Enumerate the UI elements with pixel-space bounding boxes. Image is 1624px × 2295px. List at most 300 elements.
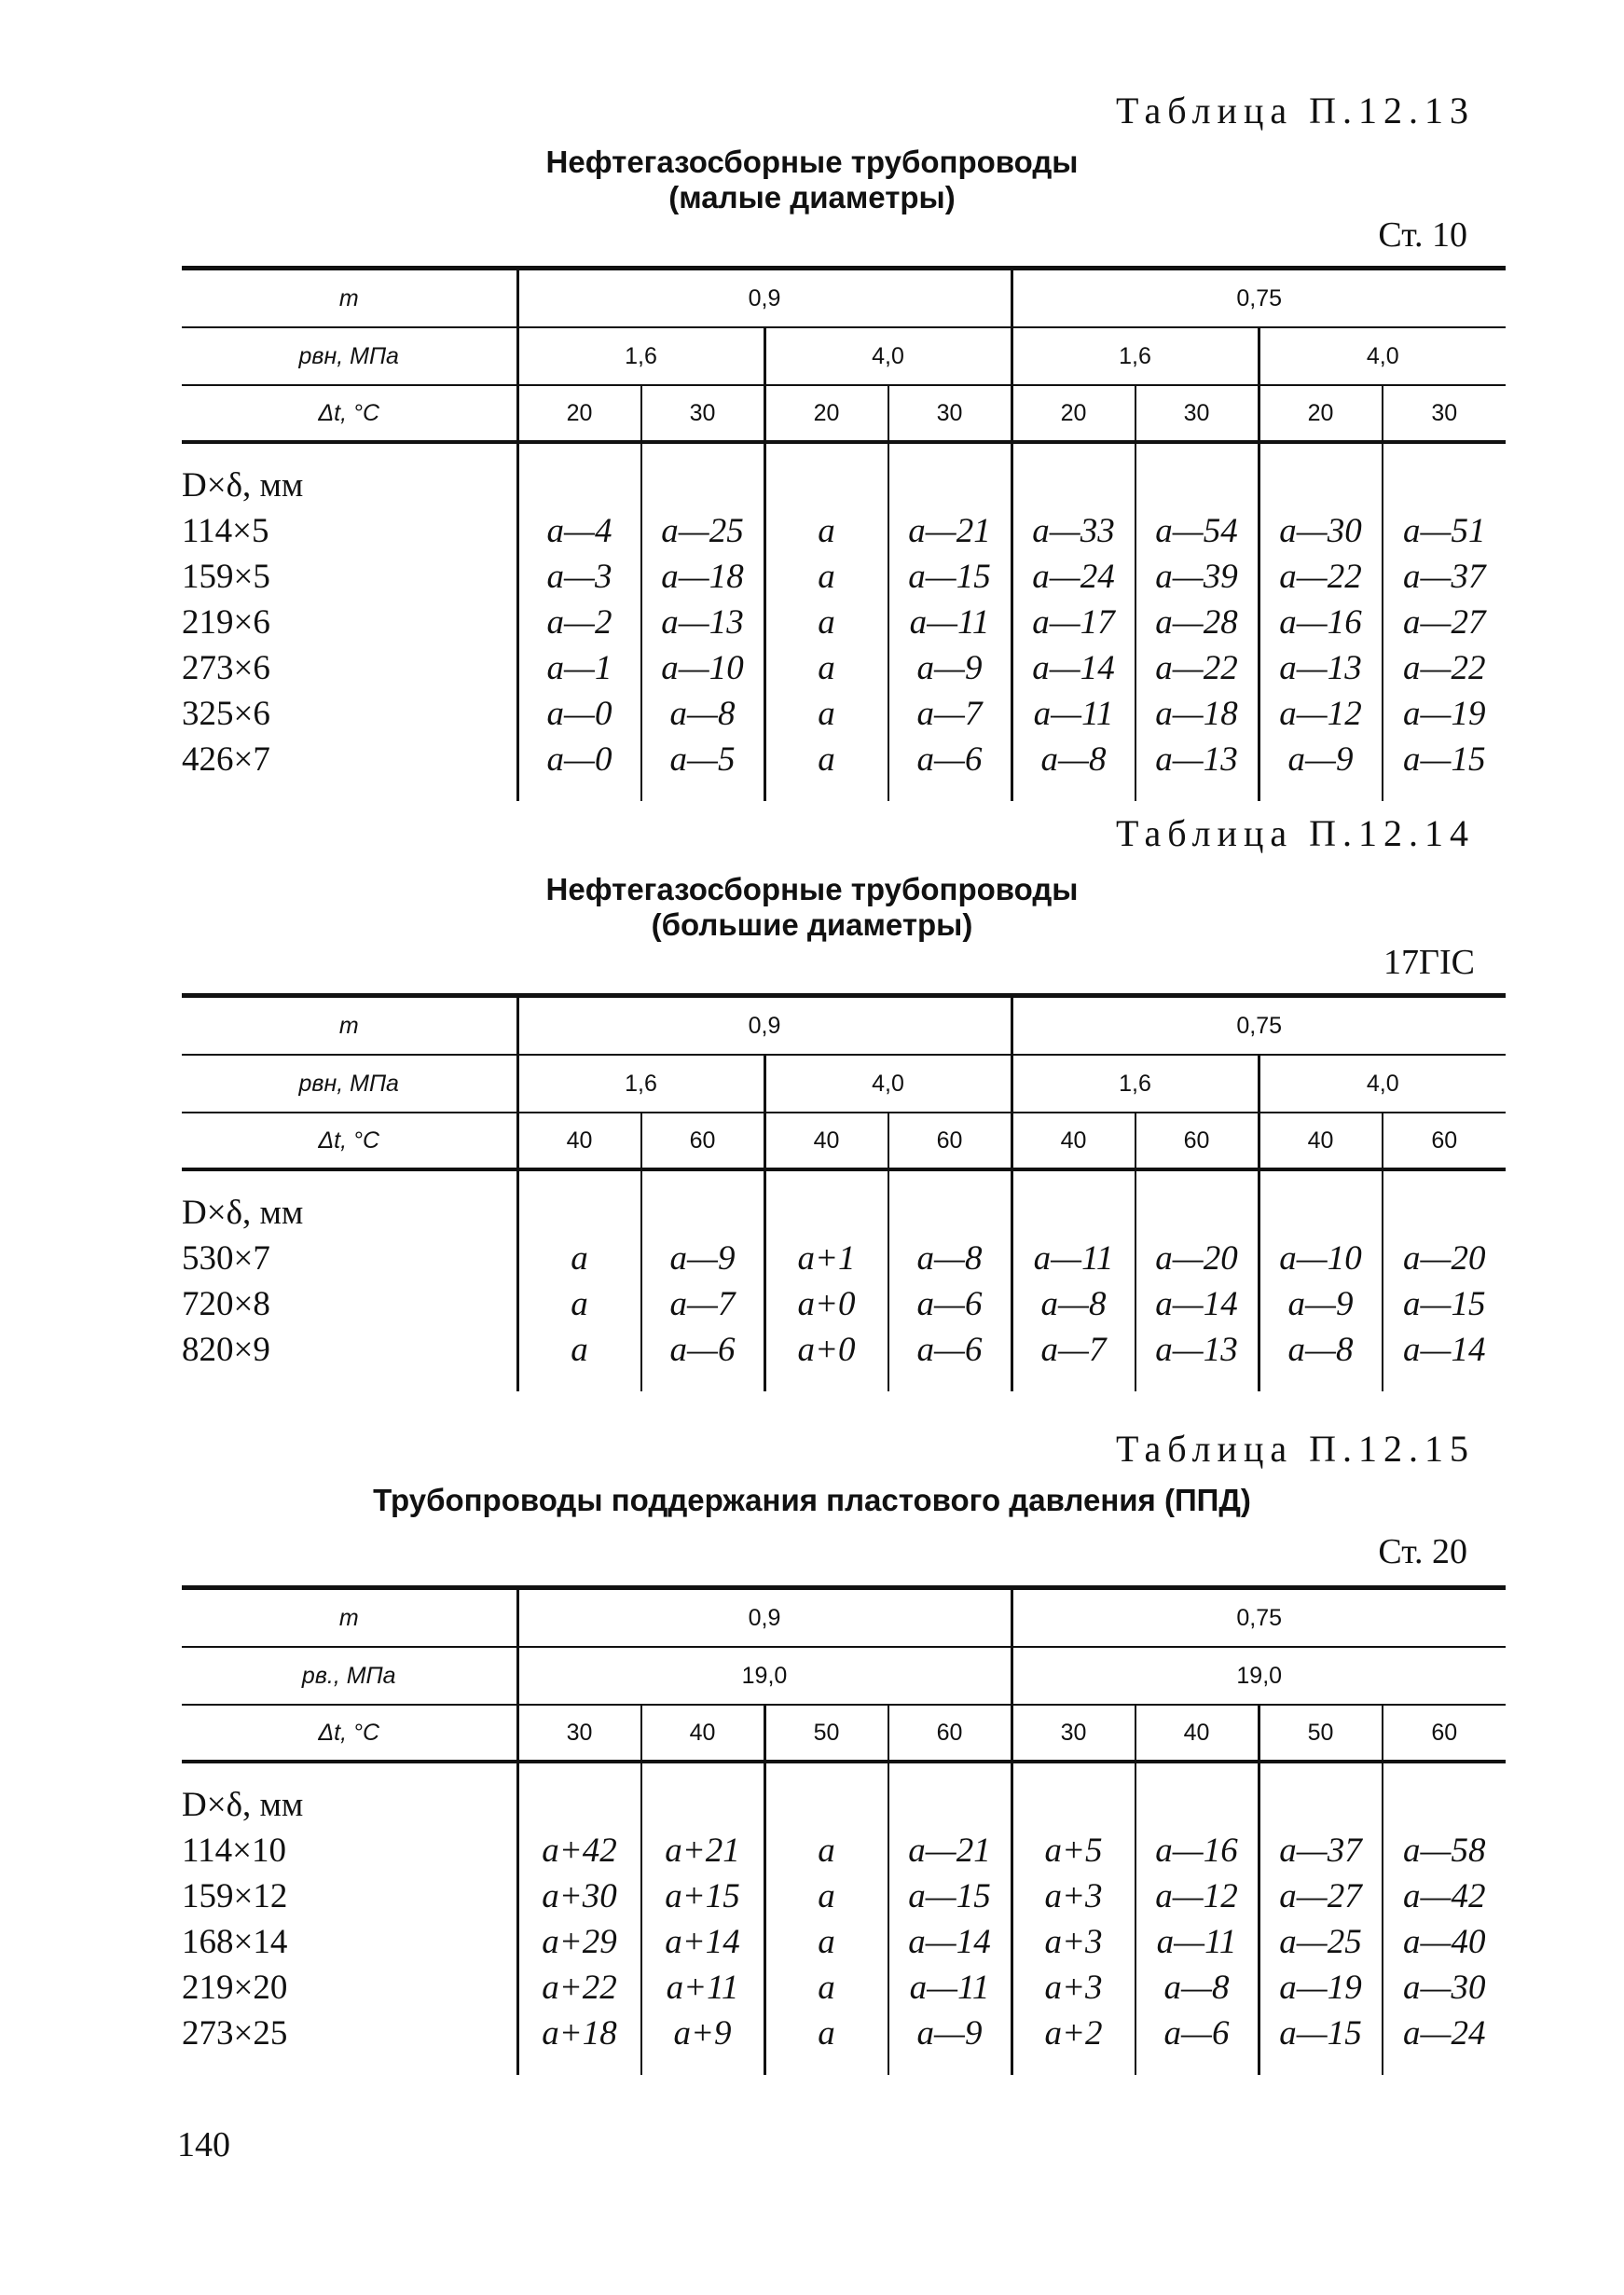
- table-caption: Таблица П.12.14: [1116, 812, 1475, 854]
- spacer-row: [182, 1762, 1506, 1782]
- table-header: [182, 996, 1506, 1170]
- spacer-cell: [641, 1169, 765, 1190]
- empty-cell: [1012, 1190, 1135, 1236]
- spacer-row: [182, 1373, 1506, 1391]
- title-line: Нефтегазосборные трубопроводы: [545, 145, 1079, 179]
- spacer-cell: [888, 782, 1012, 801]
- table-cell: a—8: [1012, 1281, 1135, 1327]
- table-cell: a+14: [641, 1919, 765, 1965]
- empty-cell: [888, 1782, 1012, 1828]
- empty-cell: [1383, 1782, 1507, 1828]
- table-cell: a—22: [1259, 554, 1383, 600]
- spacer-cell: [764, 1169, 888, 1190]
- spacer-cell: [517, 1762, 641, 1782]
- table-cell: a—11: [1012, 1236, 1135, 1281]
- row-size: 273×25: [182, 2014, 288, 2053]
- spacer-cell: [517, 782, 641, 801]
- title-line: (малые диаметры): [668, 180, 956, 214]
- header-pressure-value: 4,0: [1259, 327, 1506, 385]
- spacer-cell: [764, 1762, 888, 1782]
- table-cell: a—22: [1135, 645, 1259, 691]
- header-temperature-value: 50: [764, 1705, 888, 1762]
- header-temperature-value: 40: [1012, 1113, 1135, 1169]
- header-pressure-value: 19,0: [1012, 1647, 1506, 1705]
- row-size: 159×5: [182, 558, 270, 596]
- data-table: [182, 266, 1506, 801]
- spacer-row: [182, 442, 1506, 463]
- spacer-cell: [1012, 2056, 1135, 2075]
- header-temperature-value: 60: [641, 1113, 765, 1169]
- empty-cell: [888, 1190, 1012, 1236]
- spacer-row: [182, 1169, 1506, 1190]
- spacer-cell: [1135, 1373, 1259, 1391]
- steel-grade: 17ГIС: [1383, 943, 1475, 982]
- table-cell: a—11: [1135, 1919, 1259, 1965]
- table-cell: a—8: [1135, 1965, 1259, 2011]
- table-cell: a—28: [1135, 600, 1259, 645]
- table-cell: a—51: [1383, 508, 1507, 554]
- empty-cell: [1135, 463, 1259, 508]
- table-cell: a: [764, 1873, 888, 1919]
- header-temperature-value: 40: [641, 1705, 765, 1762]
- empty-cell: [1135, 1782, 1259, 1828]
- header-temperature-value: 20: [517, 385, 641, 442]
- header-temperature-value: 40: [517, 1113, 641, 1169]
- row-size: 168×14: [182, 1923, 288, 1961]
- table-cell: a—1: [517, 645, 641, 691]
- table-cell: a—14: [1383, 1327, 1507, 1373]
- table-cell: a: [764, 554, 888, 600]
- table-cell: a—8: [1012, 737, 1135, 782]
- row-label: D×δ, мм: [182, 1786, 304, 1824]
- row-size: 219×20: [182, 1969, 288, 2007]
- table-caption: Таблица П.12.15: [1116, 1428, 1475, 1470]
- spacer-cell: [1135, 1762, 1259, 1782]
- table-cell: a—0: [517, 737, 641, 782]
- header-label-temperature: Δt, °C: [182, 1705, 517, 1762]
- header-label-m: m: [182, 1588, 517, 1648]
- spacer-cell: [182, 1373, 517, 1391]
- header-m-value: 0,9: [517, 996, 1012, 1056]
- spacer-cell: [641, 2056, 765, 2075]
- header-temperature-value: 40: [1259, 1113, 1383, 1169]
- table-cell: a—13: [1135, 737, 1259, 782]
- table-cell: a—22: [1383, 645, 1507, 691]
- header-pressure-value: 19,0: [517, 1647, 1012, 1705]
- table-cell: a—9: [888, 2011, 1012, 2056]
- table-cell: a+18: [517, 2011, 641, 2056]
- empty-cell: [517, 1782, 641, 1828]
- table-caption: Таблица П.12.13: [1116, 90, 1475, 131]
- table-cell: a: [764, 1965, 888, 2011]
- title-line: Нефтегазосборные трубопроводы: [545, 872, 1079, 906]
- header-temperature-value: 40: [764, 1113, 888, 1169]
- header-pressure-value: 4,0: [764, 327, 1012, 385]
- table-cell: a—15: [888, 554, 1012, 600]
- table-cell: a—20: [1383, 1236, 1507, 1281]
- table-cell: a—24: [1012, 554, 1135, 600]
- header-row-m: [182, 269, 1506, 328]
- empty-cell: [764, 463, 888, 508]
- table-cell: a—9: [641, 1236, 765, 1281]
- header-pressure-value: 4,0: [764, 1055, 1012, 1113]
- table-cell: a—40: [1383, 1919, 1507, 1965]
- table-cell: a: [764, 737, 888, 782]
- spacer-cell: [1135, 2056, 1259, 2075]
- table-cell: a—10: [1259, 1236, 1383, 1281]
- table-cell: a—6: [1135, 2011, 1259, 2056]
- row-size: 325×6: [182, 695, 270, 733]
- table-cell: a—12: [1259, 691, 1383, 737]
- table-cell: a—8: [1259, 1327, 1383, 1373]
- table-cell: a—9: [888, 645, 1012, 691]
- table-row: [182, 1919, 1506, 1965]
- table-cell: a: [517, 1327, 641, 1373]
- empty-cell: [1012, 463, 1135, 508]
- spacer-cell: [1383, 1373, 1507, 1391]
- spacer-cell: [517, 1169, 641, 1190]
- header-row-pressure: [182, 327, 1506, 385]
- spacer-cell: [764, 782, 888, 801]
- header-m-value: 0,75: [1012, 269, 1506, 328]
- spacer-cell: [182, 2056, 517, 2075]
- row-label-row: [182, 1782, 1506, 1828]
- table-cell: a+11: [641, 1965, 765, 2011]
- table-cell: a—6: [888, 1327, 1012, 1373]
- table-cell: a: [764, 1919, 888, 1965]
- row-size: 219×6: [182, 603, 270, 642]
- empty-cell: [764, 1782, 888, 1828]
- header-row-pressure: [182, 1055, 1506, 1113]
- spacer-cell: [182, 1169, 517, 1190]
- table-cell: a—33: [1012, 508, 1135, 554]
- row-size: 159×12: [182, 1877, 288, 1915]
- table-cell: a—4: [517, 508, 641, 554]
- table-cell: a+3: [1012, 1965, 1135, 2011]
- header-m-value: 0,9: [517, 1588, 1012, 1648]
- table-grid: [182, 266, 1506, 801]
- header-pressure-value: 4,0: [1259, 1055, 1506, 1113]
- header-temperature-value: 60: [1135, 1113, 1259, 1169]
- spacer-cell: [888, 1762, 1012, 1782]
- table-row: [182, 1236, 1506, 1281]
- spacer-cell: [1383, 782, 1507, 801]
- spacer-cell: [517, 442, 641, 463]
- spacer-cell: [182, 782, 517, 801]
- row-label: D×δ, мм: [182, 1194, 304, 1232]
- table-cell: a—13: [1259, 645, 1383, 691]
- table-cell: a—18: [641, 554, 765, 600]
- table-title: [0, 1483, 1624, 1518]
- spacer-cell: [1259, 442, 1383, 463]
- table-cell: a—25: [1259, 1919, 1383, 1965]
- data-table: [182, 1585, 1506, 2075]
- spacer-cell: [1259, 2056, 1383, 2075]
- table-cell: a: [764, 600, 888, 645]
- header-pressure-value: 1,6: [517, 1055, 764, 1113]
- header-label-m: m: [182, 996, 517, 1056]
- empty-cell: [641, 1190, 765, 1236]
- table-cell: a—9: [1259, 1281, 1383, 1327]
- spacer-cell: [641, 1373, 765, 1391]
- header-label-m: m: [182, 269, 517, 328]
- empty-cell: [1135, 1190, 1259, 1236]
- table-cell: a—12: [1135, 1873, 1259, 1919]
- table-cell: a—6: [641, 1327, 765, 1373]
- spacer-cell: [641, 782, 765, 801]
- table-cell: a—54: [1135, 508, 1259, 554]
- spacer-cell: [1259, 1373, 1383, 1391]
- header-row-pressure: [182, 1647, 1506, 1705]
- spacer-cell: [1383, 442, 1507, 463]
- spacer-cell: [182, 1762, 517, 1782]
- table-cell: a+0: [764, 1327, 888, 1373]
- table-cell: a—10: [641, 645, 765, 691]
- header-row-temperature: [182, 385, 1506, 442]
- table-cell: a+3: [1012, 1873, 1135, 1919]
- table-cell: a+1: [764, 1236, 888, 1281]
- empty-cell: [1259, 1190, 1383, 1236]
- table-cell: a—11: [888, 600, 1012, 645]
- title-line: Трубопроводы поддержания пластового давления (ППД): [373, 1483, 1251, 1517]
- table-cell: a—16: [1135, 1828, 1259, 1873]
- header-temperature-value: 30: [517, 1705, 641, 1762]
- table-cell: a—30: [1383, 1965, 1507, 2011]
- table-body: [182, 1762, 1506, 2075]
- table-row: [182, 554, 1506, 600]
- table-row: [182, 1873, 1506, 1919]
- row-label-row: [182, 1190, 1506, 1236]
- row-size: 426×7: [182, 740, 270, 779]
- table-grid: [182, 1585, 1506, 2075]
- table-header: [182, 1588, 1506, 1763]
- table-cell: a+30: [517, 1873, 641, 1919]
- table-cell: a—0: [517, 691, 641, 737]
- header-row-m: [182, 996, 1506, 1056]
- spacer-cell: [1259, 1762, 1383, 1782]
- table-cell: a—37: [1259, 1828, 1383, 1873]
- table-cell: a—58: [1383, 1828, 1507, 1873]
- table-cell: a—7: [1012, 1327, 1135, 1373]
- table-row: [182, 1327, 1506, 1373]
- row-size: 530×7: [182, 1239, 270, 1278]
- spacer-row: [182, 782, 1506, 801]
- header-m-value: 0,9: [517, 269, 1012, 328]
- spacer-cell: [1259, 782, 1383, 801]
- table-cell: a—11: [1012, 691, 1135, 737]
- table-cell: a: [764, 645, 888, 691]
- spacer-cell: [1012, 782, 1135, 801]
- header-label-pressure: pв., МПа: [182, 1647, 517, 1705]
- table-cell: a: [764, 1828, 888, 1873]
- spacer-cell: [1259, 1169, 1383, 1190]
- header-m-value: 0,75: [1012, 996, 1506, 1056]
- empty-cell: [1259, 1782, 1383, 1828]
- spacer-cell: [1135, 442, 1259, 463]
- header-temperature-value: 30: [1135, 385, 1259, 442]
- table-cell: a—15: [888, 1873, 1012, 1919]
- spacer-cell: [641, 442, 765, 463]
- empty-cell: [641, 1782, 765, 1828]
- header-pressure-value: 1,6: [1012, 327, 1259, 385]
- header-label-pressure: pвн, МПа: [182, 1055, 517, 1113]
- header-temperature-value: 60: [1383, 1705, 1507, 1762]
- header-temperature-value: 30: [1383, 385, 1507, 442]
- header-temperature-value: 30: [888, 385, 1012, 442]
- table-cell: a—19: [1259, 1965, 1383, 2011]
- table-title: [0, 872, 1624, 943]
- header-m-value: 0,75: [1012, 1588, 1506, 1648]
- table-cell: a—13: [1135, 1327, 1259, 1373]
- spacer-cell: [888, 2056, 1012, 2075]
- table-cell: a—18: [1135, 691, 1259, 737]
- row-size: 273×6: [182, 649, 270, 687]
- table-row: [182, 2011, 1506, 2056]
- spacer-cell: [517, 1373, 641, 1391]
- table-row: [182, 600, 1506, 645]
- table-cell: a—16: [1259, 600, 1383, 645]
- header-temperature-value: 50: [1259, 1705, 1383, 1762]
- header-temperature-value: 20: [1259, 385, 1383, 442]
- table-cell: a—20: [1135, 1236, 1259, 1281]
- spacer-cell: [888, 1169, 1012, 1190]
- table-cell: a+0: [764, 1281, 888, 1327]
- table-cell: a—42: [1383, 1873, 1507, 1919]
- table-cell: a—15: [1383, 737, 1507, 782]
- table-cell: a+5: [1012, 1828, 1135, 1873]
- empty-cell: [641, 463, 765, 508]
- table-row: [182, 1281, 1506, 1327]
- spacer-cell: [1135, 782, 1259, 801]
- table-cell: a+21: [641, 1828, 765, 1873]
- table-cell: a—14: [1135, 1281, 1259, 1327]
- empty-cell: [888, 463, 1012, 508]
- spacer-cell: [1383, 2056, 1507, 2075]
- table-cell: a+2: [1012, 2011, 1135, 2056]
- table-cell: a+22: [517, 1965, 641, 2011]
- spacer-cell: [1012, 1373, 1135, 1391]
- empty-cell: [1383, 463, 1507, 508]
- row-size: 114×5: [182, 512, 269, 550]
- spacer-cell: [764, 442, 888, 463]
- table-cell: a—21: [888, 508, 1012, 554]
- table-cell: a—15: [1259, 2011, 1383, 2056]
- table-cell: a—7: [641, 1281, 765, 1327]
- header-temperature-value: 30: [641, 385, 765, 442]
- table-cell: a—15: [1383, 1281, 1507, 1327]
- row-label-row: [182, 463, 1506, 508]
- spacer-cell: [182, 442, 517, 463]
- empty-cell: [1012, 1782, 1135, 1828]
- empty-cell: [517, 463, 641, 508]
- table-cell: a—7: [888, 691, 1012, 737]
- table-cell: a—9: [1259, 737, 1383, 782]
- spacer-cell: [1383, 1762, 1507, 1782]
- header-temperature-value: 60: [888, 1113, 1012, 1169]
- spacer-cell: [888, 1373, 1012, 1391]
- table-cell: a—6: [888, 1281, 1012, 1327]
- header-label-pressure: pвн, МПа: [182, 327, 517, 385]
- header-temperature-value: 40: [1135, 1705, 1259, 1762]
- header-temperature-value: 60: [888, 1705, 1012, 1762]
- table-cell: a: [764, 2011, 888, 2056]
- table-cell: a—14: [1012, 645, 1135, 691]
- table-body: [182, 442, 1506, 801]
- empty-cell: [1259, 463, 1383, 508]
- table-cell: a—27: [1383, 600, 1507, 645]
- spacer-cell: [1135, 1169, 1259, 1190]
- steel-grade: Ст. 10: [1378, 215, 1467, 255]
- table-cell: a—19: [1383, 691, 1507, 737]
- header-temperature-value: 60: [1383, 1113, 1507, 1169]
- table-cell: a—27: [1259, 1873, 1383, 1919]
- table-cell: a—39: [1135, 554, 1259, 600]
- row-size: 720×8: [182, 1285, 270, 1323]
- table-cell: a—30: [1259, 508, 1383, 554]
- table-header: [182, 269, 1506, 443]
- table-title: [0, 145, 1624, 215]
- spacer-cell: [888, 442, 1012, 463]
- spacer-cell: [1012, 1762, 1135, 1782]
- row-size: 820×9: [182, 1331, 270, 1369]
- spacer-row: [182, 2056, 1506, 2075]
- spacer-cell: [517, 2056, 641, 2075]
- table-cell: a—2: [517, 600, 641, 645]
- table-cell: a+9: [641, 2011, 765, 2056]
- header-temperature-value: 20: [764, 385, 888, 442]
- table-row: [182, 645, 1506, 691]
- table-row: [182, 1828, 1506, 1873]
- table-row: [182, 737, 1506, 782]
- data-table: [182, 993, 1506, 1391]
- header-pressure-value: 1,6: [517, 327, 764, 385]
- empty-cell: [764, 1190, 888, 1236]
- header-row-temperature: [182, 1113, 1506, 1169]
- table-cell: a—5: [641, 737, 765, 782]
- table-cell: a: [517, 1236, 641, 1281]
- header-pressure-value: 1,6: [1012, 1055, 1259, 1113]
- table-cell: a+29: [517, 1919, 641, 1965]
- table-cell: a—21: [888, 1828, 1012, 1873]
- table-cell: a—25: [641, 508, 765, 554]
- table-cell: a—6: [888, 737, 1012, 782]
- spacer-cell: [1012, 1169, 1135, 1190]
- table-row: [182, 508, 1506, 554]
- table-row: [182, 1965, 1506, 2011]
- table-cell: a—3: [517, 554, 641, 600]
- header-label-temperature: Δt, °C: [182, 385, 517, 442]
- table-body: [182, 1169, 1506, 1391]
- table-cell: a+15: [641, 1873, 765, 1919]
- table-cell: a+3: [1012, 1919, 1135, 1965]
- steel-grade: Ст. 20: [1378, 1532, 1467, 1571]
- spacer-cell: [1383, 1169, 1507, 1190]
- table-cell: a: [764, 508, 888, 554]
- spacer-cell: [764, 2056, 888, 2075]
- empty-cell: [1383, 1190, 1507, 1236]
- table-cell: a—37: [1383, 554, 1507, 600]
- table-cell: a—11: [888, 1965, 1012, 2011]
- header-row-temperature: [182, 1705, 1506, 1762]
- title-line: (большие диаметры): [651, 907, 973, 942]
- table-cell: a: [517, 1281, 641, 1327]
- empty-cell: [517, 1190, 641, 1236]
- row-label: D×δ, мм: [182, 466, 304, 505]
- header-temperature-value: 30: [1012, 1705, 1135, 1762]
- spacer-cell: [764, 1373, 888, 1391]
- table-row: [182, 691, 1506, 737]
- page-number: 140: [177, 2125, 230, 2164]
